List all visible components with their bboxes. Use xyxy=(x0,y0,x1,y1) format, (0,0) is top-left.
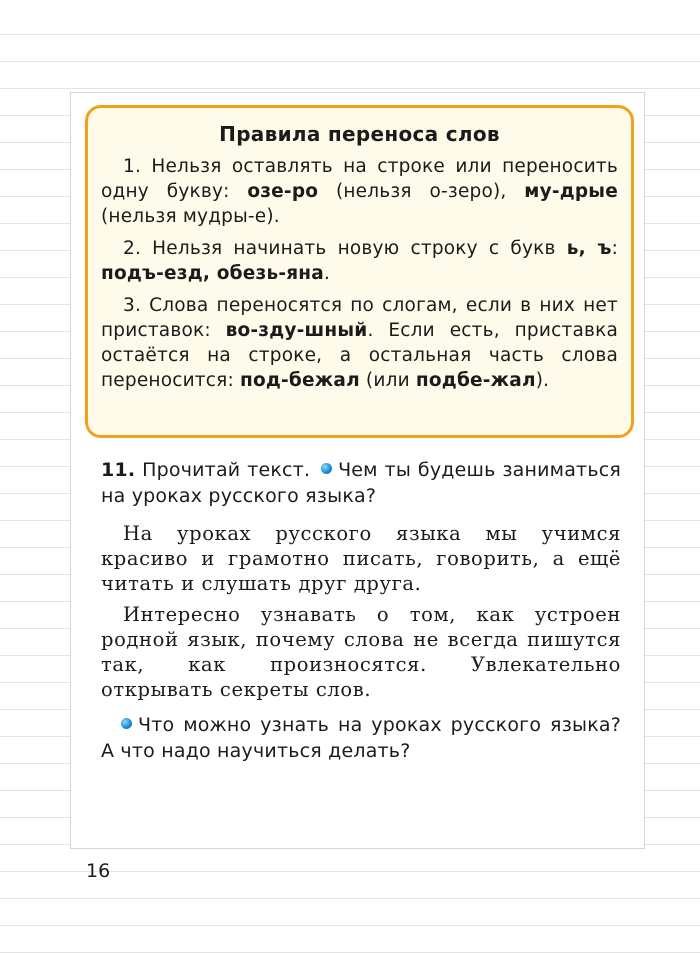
task-instruction: Прочитай текст. xyxy=(135,459,318,481)
task-11 xyxy=(101,457,621,509)
rule-2 xyxy=(101,236,618,286)
rules-box xyxy=(85,105,634,438)
rule-2-text-a: 2. Нельзя начинать новую строку с букв xyxy=(123,238,567,259)
rule-3-example-3: подбе-жал xyxy=(415,370,536,391)
reading-text xyxy=(101,521,621,708)
rule-1 xyxy=(101,154,618,229)
rule-3 xyxy=(101,293,618,393)
textbook-page xyxy=(70,92,645,849)
task-number: 11. xyxy=(101,459,136,481)
rule-2-example-2: подъ-езд, обезь-яна xyxy=(101,263,324,284)
rule-2-text-c: . xyxy=(323,263,331,284)
rule-1-text-b: (нельзя о-зеро), xyxy=(318,181,525,202)
follow-up-question xyxy=(101,712,621,764)
rule-1-example-2: му-дрые xyxy=(524,181,618,202)
rule-2-example-1: ь, ъ xyxy=(566,238,612,259)
rules-title: Правила переноса слов xyxy=(219,122,500,146)
rule-3-example-1: во-зду-шный xyxy=(225,320,368,341)
rule-2-text-b: : xyxy=(611,238,618,259)
follow-up-question-text: Что можно узнать на уроках русского языка? А что надо научиться делать? xyxy=(101,714,621,762)
rule-3-text-d: ). xyxy=(535,370,550,391)
bullet-icon xyxy=(321,463,332,474)
rule-1-example-1: озе-ро xyxy=(247,181,319,202)
rule-3-text-c: (или xyxy=(359,370,416,391)
bullet-icon xyxy=(121,718,132,729)
page-number: 16 xyxy=(86,860,111,882)
reading-paragraph-1: На уроках русского языка мы учимся красиво и грамотно писать, говорить, а ещё читать и слушать друг друга. xyxy=(101,522,621,595)
task-question: Чем ты будешь заниматься на уроках русского языка? xyxy=(101,459,621,507)
rule-3-example-2: под-бежал xyxy=(240,370,360,391)
rule-3-text-b: . Если есть, приставка остаётся на строке, а остальная часть слова переносится: xyxy=(101,320,618,391)
rule-1-text-a: 1. Нельзя оставлять на строке или переносить одну букву: xyxy=(101,156,618,202)
rule-3-text-a: 3. Слова переносятся по слогам, если в них нет приставок: xyxy=(101,295,618,341)
rule-1-text-c: (нельзя мудры-е). xyxy=(101,206,280,227)
reading-paragraph-2: Интересно узнавать о том, как устроен родной язык, почему слова не всегда пишутся так, как произносятся. Увлекательно открывать секреты слов. xyxy=(101,603,621,701)
